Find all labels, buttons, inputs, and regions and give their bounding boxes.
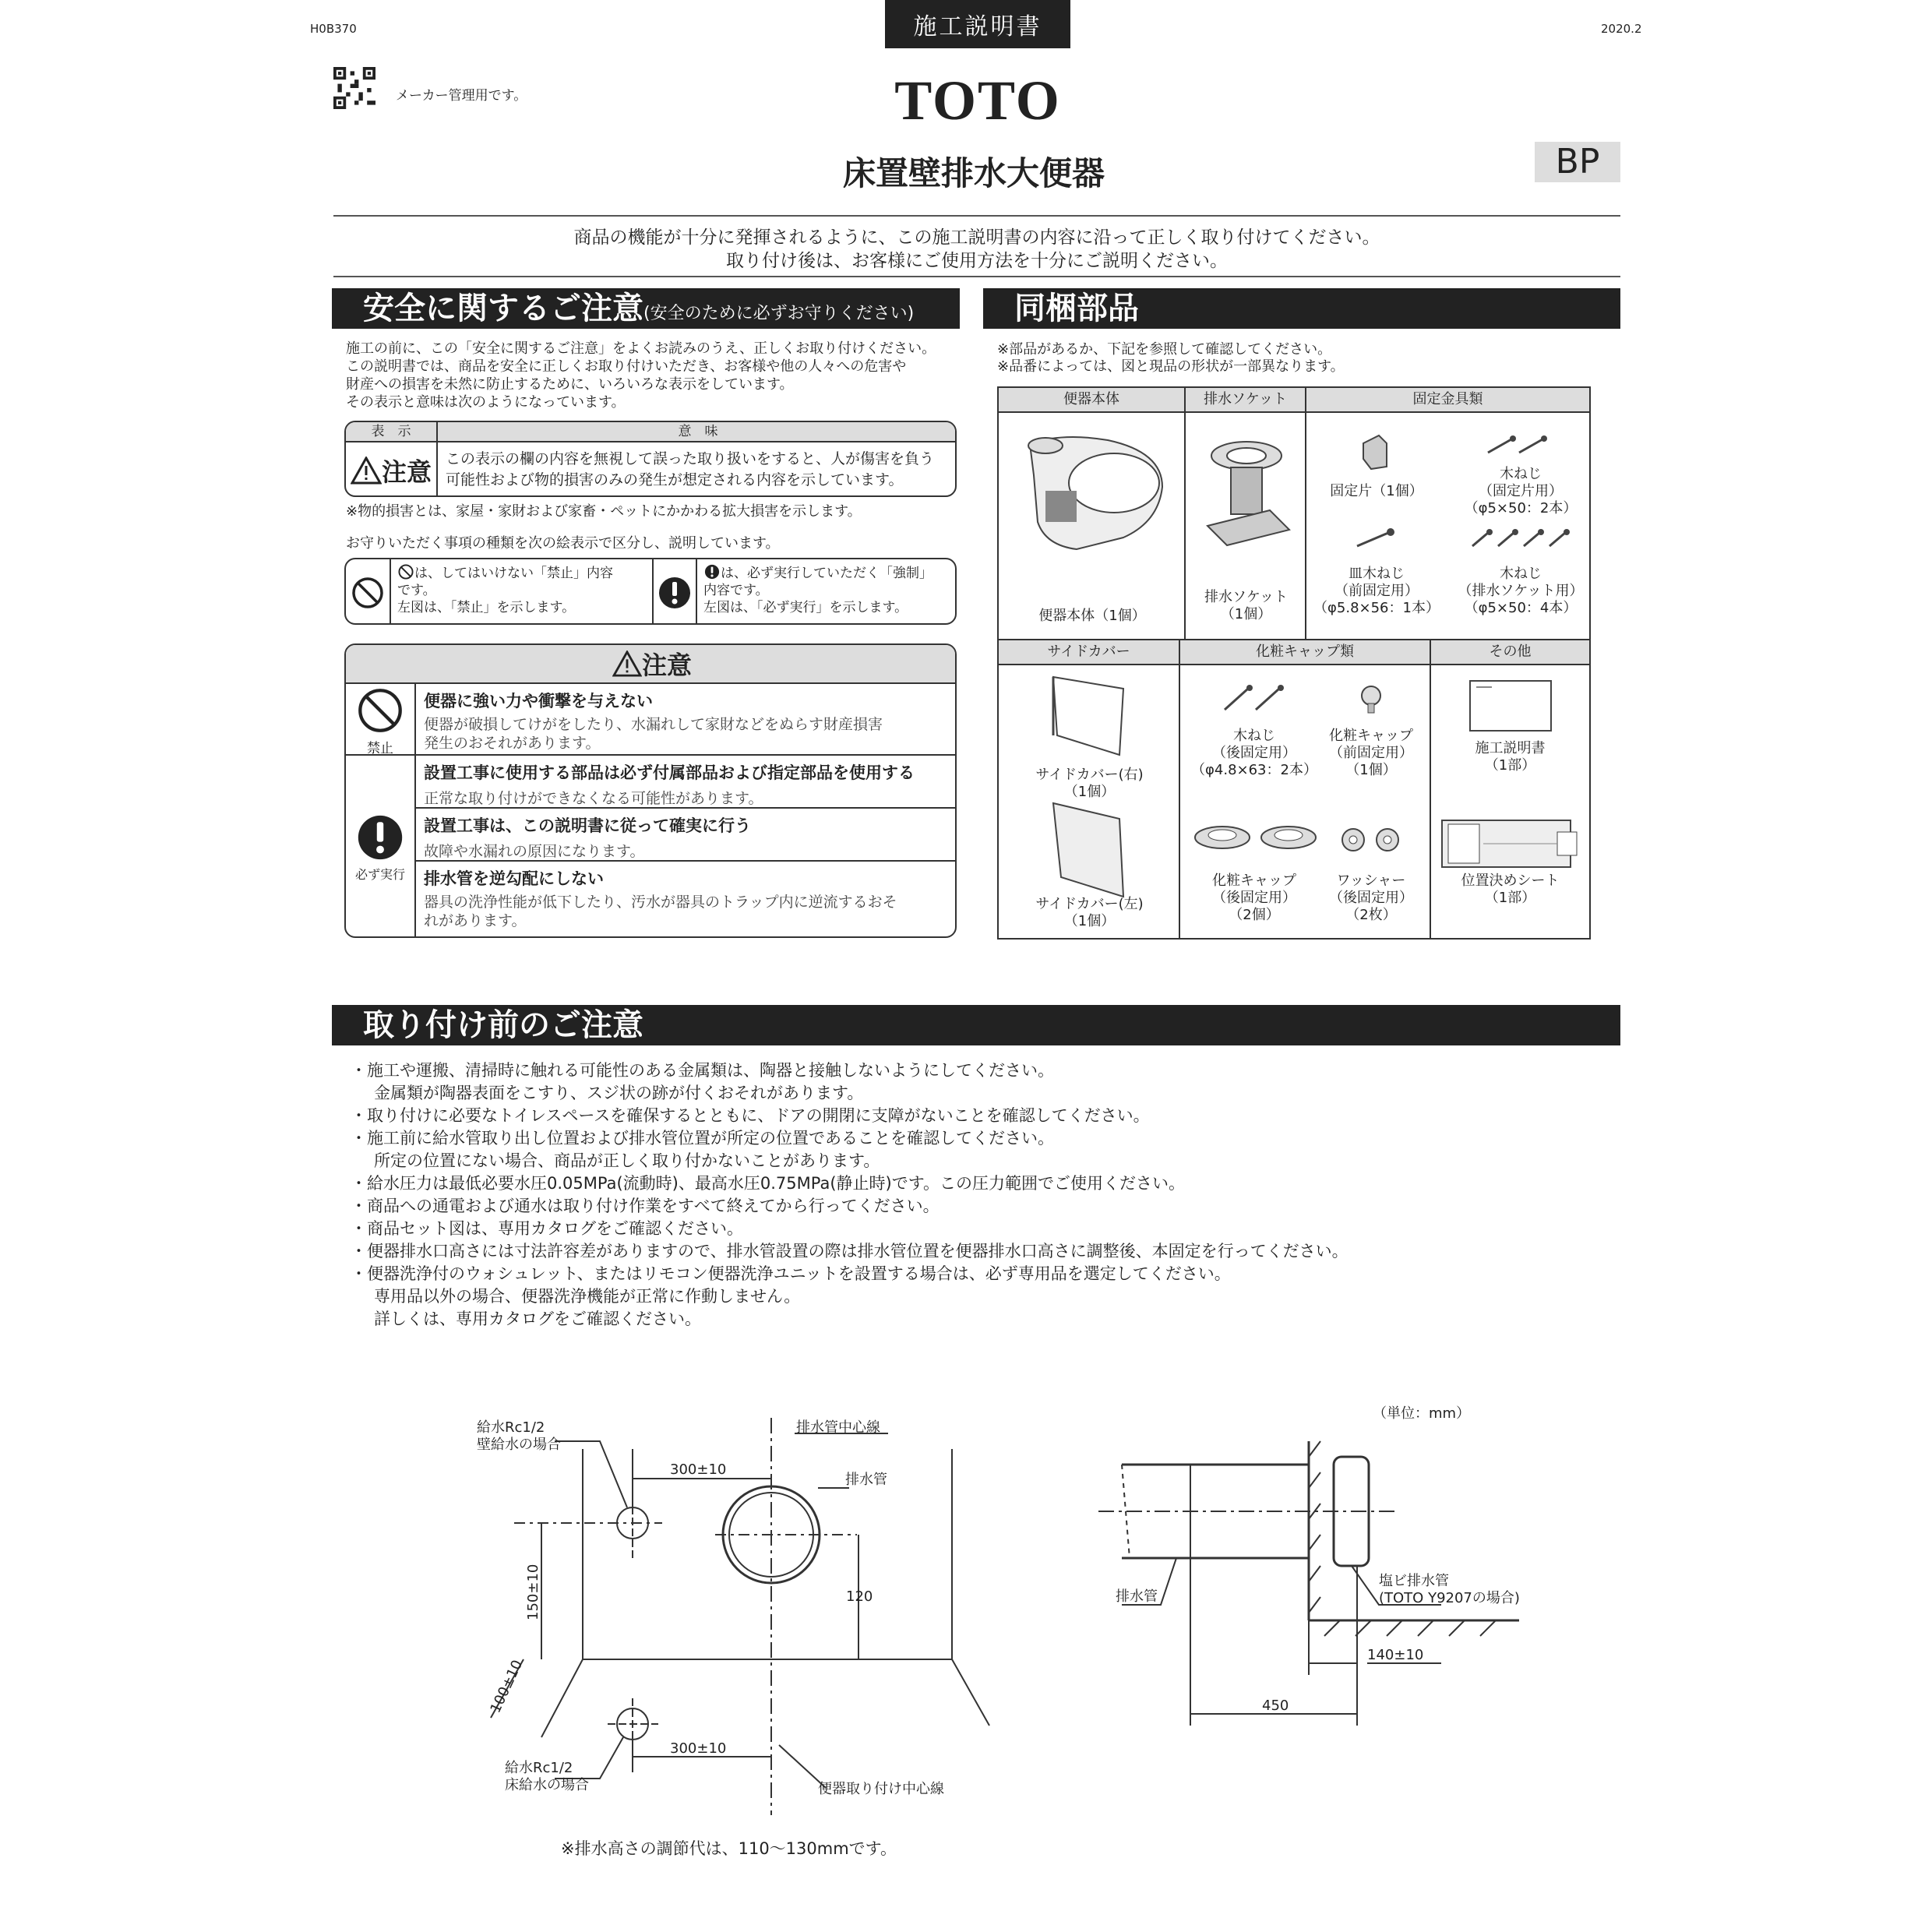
document-type-label: 施工説明書	[885, 0, 1070, 48]
label-line: （前固定用）	[1329, 745, 1413, 761]
label-line: （1部）	[1484, 890, 1536, 906]
pvc-pipe-label: 塩ビ排水管	[1379, 1573, 1449, 1589]
dim-140: 140±10	[1367, 1647, 1424, 1663]
caution-item-line: 器具の洗浄性能が低下したり、汚水が器具のトラップ内に逆流するおそ	[424, 894, 897, 911]
table-header-display: 表 示	[346, 422, 438, 442]
pre-install-heading: 取り付け前のご注意	[332, 1005, 1620, 1045]
wall-supply-label: 給水Rc1/2	[477, 1419, 545, 1436]
intro-line: 取り付け後は、お客様にご使用方法を十分にご説明ください。	[726, 251, 1228, 271]
label-line: （φ5×50：4本）	[1464, 600, 1578, 616]
col-socket-header: 排水ソケット	[1186, 388, 1306, 413]
bullet-line: ・施工や運搬、清掃時に触れる可能性のある金属類は、陶器と接触しないようにしてください。	[351, 1061, 1054, 1080]
label-line: （固定片用）	[1479, 483, 1563, 499]
drain-center-label: 排水管中心線	[796, 1419, 880, 1436]
bullet-line: 所定の位置にない場合、商品が正しく取り付かないことがあります。	[374, 1151, 880, 1170]
wall-supply-label: 壁給水の場合	[477, 1437, 561, 1453]
mandatory-label: 必ず実行	[354, 867, 405, 882]
prohibit-label: 禁止	[367, 741, 393, 756]
label-line: （前固定用）	[1334, 583, 1419, 599]
dim-450: 450	[1262, 1698, 1289, 1714]
table-header-meaning: 意 味	[438, 422, 957, 442]
property-damage-note: ※物的損害とは、家屋・家財および家畜・ペットにかかわる拡大損害を示します。	[346, 503, 862, 520]
fixing-piece-label: 固定片（1個）	[1330, 483, 1423, 499]
bullet-line: ・商品セット図は、専用カタログをご確認ください。	[351, 1219, 743, 1238]
qr-note: メーカー管理用です。	[396, 88, 527, 104]
dim-100: 100±10	[487, 1657, 527, 1716]
dim-120: 120	[846, 1588, 873, 1605]
label-line: （1個）	[1063, 913, 1116, 929]
label-line: 木ねじ	[1500, 466, 1542, 482]
prohibit-line: です。	[397, 583, 436, 598]
col-caps-header: 化粧キャップ類	[1180, 640, 1431, 665]
col-other-header: その他	[1431, 640, 1589, 665]
mandatory-line: 左図は、「必ず実行」を示します。	[703, 600, 908, 615]
safety-heading-sub: (安全のために必ずお守りください)	[643, 304, 915, 323]
label-line: ワッシャー	[1336, 873, 1406, 889]
label-line: （1部）	[1484, 757, 1536, 774]
label-line: （2枚）	[1345, 907, 1397, 923]
mandatory-line: 内容です。	[703, 583, 769, 598]
safety-heading-text: 安全に関するご注意	[363, 291, 643, 326]
caution-item-title: 設置工事に使用する部品は必ず付属部品および指定部品を使用する	[424, 763, 915, 782]
caution-item-title: 便器に強い力や衝撃を与えない	[424, 692, 653, 710]
caution-item-title: 排水管を逆勾配にしない	[424, 869, 604, 888]
pvc-pipe-label: (TOTO Y9207の場合)	[1379, 1590, 1520, 1606]
col-toilet-header: 便器本体	[999, 388, 1186, 413]
dim-300-top: 300±10	[670, 1461, 727, 1478]
bullet-line: ・施工前に給水管取り出し位置および排水管位置が所定の位置であることを確認してください。	[351, 1129, 1054, 1148]
label-line: 施工説明書	[1475, 740, 1546, 756]
caution-item-line: 便器が破損してけがをしたり、水漏れして家財などをぬらす財産損害	[424, 716, 883, 733]
label-line: 木ねじ	[1233, 728, 1275, 744]
label-line: （後固定用）	[1329, 890, 1413, 906]
prohibit-line: は、してはいけない「禁止」内容	[414, 566, 613, 581]
toilet-center-label: 便器取り付け中心線	[818, 1781, 944, 1797]
label-line: （1個）	[1063, 784, 1116, 800]
bullet-line: ・商品への通電および通水は取り付け作業をすべて終えてから行ってください。	[351, 1197, 940, 1215]
dim-300-bottom: 300±10	[670, 1740, 727, 1757]
bullet-line: 金属類が陶器表面をこすり、スジ状の跡が付くおそれがあります。	[374, 1084, 864, 1102]
label-line: （φ4.8×63：2本）	[1191, 762, 1317, 778]
label-line: （φ5×50：2本）	[1464, 500, 1578, 516]
label-line: （2個）	[1229, 907, 1280, 923]
bullet-line: ・便器洗浄付のウォシュレット、またはリモコン便器洗浄ユニットを設置する場合は、必ず専用品を選定してください。	[351, 1264, 1231, 1283]
safety-intro-line: この説明書では、商品を安全に正しくお取り付けいただき、お客様や他の人々への危害や	[346, 358, 907, 375]
toilet-label: 便器本体（1個）	[1038, 608, 1146, 624]
caution-item-line: 正常な取り付けができなくなる可能性があります。	[424, 790, 763, 807]
parts-note: ※部品があるか、下記を参照して確認してください。	[997, 341, 1332, 358]
drain-height-footnote: ※排水高さの調節代は、110〜130mmです。	[561, 1839, 897, 1858]
document-date: 2020.2	[1601, 22, 1642, 36]
dim-150: 150±10	[525, 1564, 541, 1620]
label-line: 木ねじ	[1500, 566, 1542, 582]
col-fixing-header: 固定金具類	[1306, 388, 1589, 413]
caution-box-title-text: 注意	[641, 650, 692, 680]
caution-meaning-line: この表示の欄の内容を無視して誤った取り扱いをすると、人が傷害を負う	[446, 450, 935, 467]
page-title: 床置壁排水大便器	[842, 154, 1105, 192]
bullet-line: ・給水圧力は最低必要水圧0.05MPa(流動時)、最高水圧0.75MPa(静止時)です。この圧力範囲でご使用ください。	[351, 1174, 1186, 1193]
bullet-line: 専用品以外の場合、便器洗浄機能が正常に作動しません。	[374, 1287, 801, 1306]
caution-item-line: れがあります。	[424, 912, 527, 929]
bullet-line: ・取り付けに必要なトイレスペースを確保するとともに、ドアの開閉に支障がないことを確認してください。	[351, 1106, 1150, 1125]
label-line: 化粧キャップ	[1329, 728, 1413, 744]
safety-intro-line: 施工の前に、この「安全に関するご注意」をよくお読みのうえ、正しくお取り付けください。	[346, 340, 936, 357]
floor-supply-label: 床給水の場合	[505, 1777, 589, 1793]
bullet-line: ・便器排水口高さには寸法許容差がありますので、排水管設置の際は排水管位置を便器排水口高さに調整後、本固定を行ってください。	[351, 1242, 1349, 1260]
unit-label: （単位：mm）	[1373, 1405, 1471, 1422]
parts-note: ※品番によっては、図と現品の形状が一部異なります。	[997, 358, 1345, 375]
socket-label-line: 排水ソケット	[1204, 589, 1288, 605]
floor-supply-label: 給水Rc1/2	[505, 1760, 573, 1776]
document-code: H0B370	[310, 22, 357, 36]
bullet-line: 詳しくは、専用カタログをご確認ください。	[374, 1310, 701, 1328]
caution-item-line: 故障や水漏れの原因になります。	[424, 843, 645, 860]
prohibit-line: 左図は、「禁止」を示します。	[397, 600, 576, 615]
caution-item-line: 発生のおそれがあります。	[424, 735, 601, 752]
label-line: サイドカバー(左)	[1035, 896, 1144, 912]
caution-meaning-line: 可能性および物的損害のみの発生が想定される内容を示しています。	[446, 471, 904, 488]
label-line: （φ5.8×56：1本）	[1313, 600, 1440, 616]
mandatory-line: は、必ず実行していただく「強制」	[721, 566, 933, 581]
label-line: 化粧キャップ	[1212, 873, 1296, 889]
drain-pipe-label: 排水管	[845, 1472, 887, 1488]
side-drain-pipe-label: 排水管	[1116, 1588, 1158, 1605]
intro-line: 商品の機能が十分に発揮されるように、この施工説明書の内容に沿って正しく取り付けてください。	[573, 227, 1380, 248]
safety-intro-line: 財産への損害を未然に防止するために、いろいろな表示をしています。	[346, 376, 794, 393]
label-line: （1個）	[1345, 762, 1397, 778]
brand-logo: TOTO	[894, 69, 1061, 132]
socket-label-line: （1個）	[1220, 606, 1272, 622]
col-side-header: サイドカバー	[999, 640, 1180, 665]
symbol-explanation-note: お守りいただく事項の種類を次の絵表示で区分し、説明しています。	[346, 535, 780, 552]
label-line: （排水ソケット用）	[1458, 583, 1584, 599]
safety-intro-line: その表示と意味は次のようになっています。	[346, 394, 626, 411]
label-line: （後固定用）	[1212, 745, 1296, 761]
parts-heading: 同梱部品	[983, 288, 1620, 329]
caution-label: 注意	[381, 457, 432, 487]
label-line: （後固定用）	[1212, 890, 1296, 906]
label-line: サイドカバー(右)	[1035, 767, 1144, 783]
label-line: 位置決めシート	[1461, 873, 1560, 889]
model-badge: BP	[1535, 142, 1620, 182]
label-line: 皿木ねじ	[1349, 566, 1405, 582]
caution-item-title: 設置工事は、この説明書に従って確実に行う	[424, 816, 751, 835]
